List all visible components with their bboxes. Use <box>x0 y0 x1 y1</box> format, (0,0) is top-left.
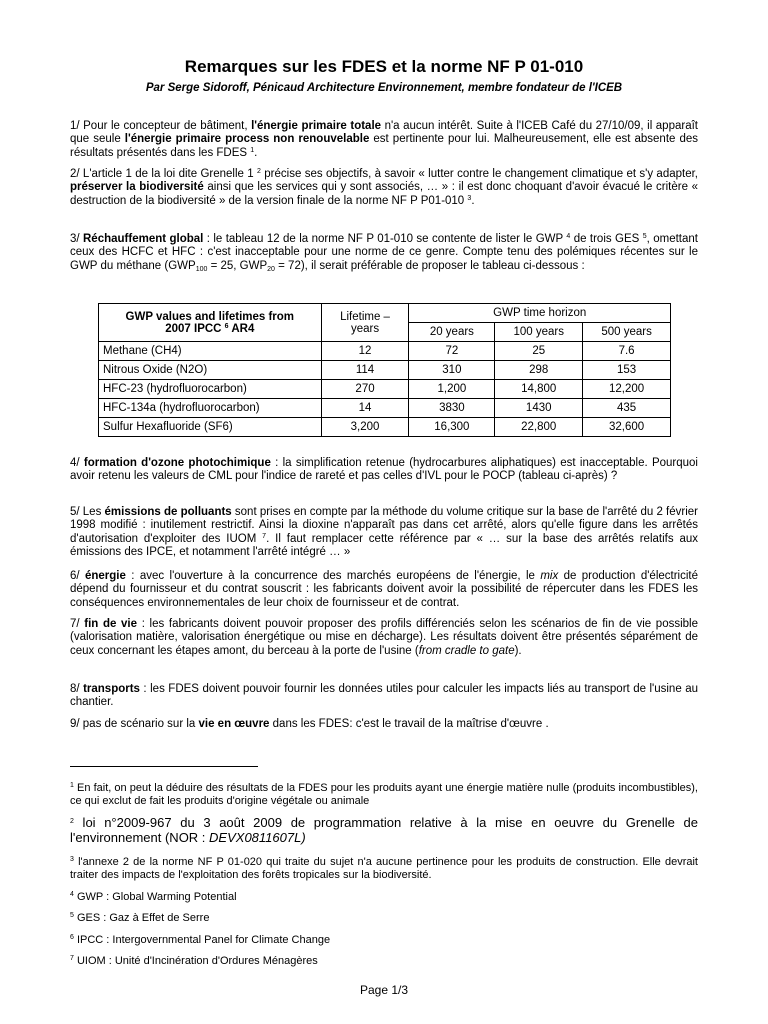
page-number: Page 1/3 <box>359 983 409 997</box>
author-line: Par Serge Sidoroff, Pénicaud Architecture Environnement, membre fondateur de l'ICEB <box>145 82 623 94</box>
table-row: HFC-134a (hydrofluorocarbon) 14 3830 1430 435 <box>99 399 671 418</box>
footnote-ref-2[interactable]: 2 <box>257 168 261 175</box>
paragraph-3: 3/ Réchauffement global : le tableau 12 de la norme NF P 01-010 se contente de lister le GWP $^4$ de trois GES $^5$, omettant ceux des HCFC et HFC : c'est inacceptable pour une norme de ce genre. Compte tenu des polémiques récentes sur le GWP du méthane ($GWP_{100} = 25$, $GWP_{20} = 72$), il serait préférable de proposer le tableau ci-dessous : <box>70 233 698 273</box>
header-20-years: 20 years <box>409 323 495 342</box>
gwp-table <box>98 303 671 437</box>
paragraph-1: 1/ Pour le concepteur de bâtiment, l'énergie primaire totale n'a aucun intérêt. Suite à l'ICEB Café du 27/10/09, il apparaît que seule l'énergie primaire process non renouvelable est pertinente pour lui. Malheureusement, elle est absente des résultats présentés dans les FDES $^1$. <box>70 120 699 159</box>
footnote-1: $^1$ En fait, on peut la déduire des résultats de la FDES pour les produits ayant une énergie matière nulle (produits incombustibles), ce qui exclut de fait les produits d'origine végétale ou animale <box>70 782 698 807</box>
footnote-ref-1[interactable]: 1 <box>250 146 255 154</box>
footnote-5: $^5$ GES : Gaz à Effet de Serre <box>70 912 210 924</box>
paragraph-4: 4/ formation d'ozone photochimique : la simplification retenue (hydrocarbures aliphatiques) est inacceptable. Pourquoi avoir retenu les valeurs de CML pour l'indice de rareté et pas celles d'IVL pour le POCP (tableau ci-après) ? <box>70 457 698 483</box>
footnote-ref-3[interactable]: 3 <box>467 194 472 202</box>
table-row: Sulfur Hexafluoride (SF6) 3,200 16,300 22,800 32,600 <box>99 418 671 437</box>
header-500-years: 500 years <box>583 323 671 342</box>
paragraph-9: 9/ pas de scénario sur la vie en œuvre dans les FDES: c'est le travail de la maîtrise d'œuvre . <box>70 718 549 730</box>
footnote-ref-4[interactable]: 4 <box>566 233 571 240</box>
footnote-7: $^7$ UIOM : Unité d'Incinération d'Ordures Ménagères <box>70 955 318 967</box>
paragraph-7: 7/ fin de vie : les fabricants doivent pouvoir proposer des profils différenciés selon les scénarios de fin de vie possible (valorisation matière, valorisation énergétique ou mise en décharge). Les résultats doivent être présentés séparément de ceux concernant les étapes amont, du berceau à la porte de l'usine (from cradle to gate). <box>70 618 698 657</box>
footnote-3: $^3$ l'annexe 2 de la norme NF P 01-020 qui traite du sujet n'a aucune pertinence pour les produits de construction. Elle devrait traiter des impacts de l'exploitation des forêts tropicales sur la biodiversité. <box>70 856 698 881</box>
footnote-divider <box>70 766 258 767</box>
footnote-ref-5[interactable]: 5 <box>642 233 647 240</box>
footnote-ref-7[interactable]: 7 <box>262 532 267 540</box>
table-row: HFC-23 (hydrofluorocarbon) 270 1,200 14,800 12,200 <box>99 380 671 399</box>
table-row: Methane (CH4) 12 72 25 7.6 <box>99 342 671 361</box>
table-header-row <box>99 304 671 323</box>
footnote-6: $^6$ IPCC : Intergovernmental Panel for Climate Change <box>70 934 331 946</box>
table-row: Nitrous Oxide (N2O) 114 310 298 153 <box>99 361 671 380</box>
footnote-2: $^2$ loi n°2009-967 du 3 août 2009 de programmation relative à la mise en oeuvre du Grenelle de l'environnement (NOR : DEVX0811607L) <box>70 815 698 845</box>
header-gwp-values: GWP values and lifetimes from 2007 IPCC $^6$ AR4 <box>99 304 322 342</box>
header-gwp-horizon: GWP time horizon <box>409 304 671 323</box>
paragraph-2: 2/ L'article 1 de la loi dite Grenelle 1 $^2$ précise ses objectifs, à savoir « lutter contre le changement climatique et s'y adapter, préserver la biodiversité ainsi que les services qui y sont associés, … » : il est donc choquant d'avoir évacué le critère « destruction de la biodiversité » de la version finale de la norme NF P P01-010 $^3$. <box>70 168 698 207</box>
paragraph-6: 6/ énergie : avec l'ouverture à la concurrence des marchés européens de l'énergie, le mix de production d'électricité dépend du fournisseur et du contrat souscrit : les fabricants doivent avoir la possibilité de répercuter dans les FDES les conséquences environnementales de leur choix de fournisseur et de contrat. <box>70 570 698 609</box>
header-lifetime: Lifetime – years <box>321 304 409 342</box>
paragraph-5: 5/ Les émissions de polluants sont prises en compte par la méthode du volume critique sur la base de l'arrêté du 2 février 1998 modifié : inutilement restrictif. Ainsi la dioxine n'apparaît pas dans cet arrêté, alors qu'elle figure dans les arrêtés d'autorisation d'exploiter des IUOM $^7$. Il faut remplacer cette référence par « … sur la base des arrêtés relatifs aux émissions des IPCE, et notamment l'arrêté intégré … » <box>70 506 698 559</box>
footnote-4: $^4$ GWP : Global Warming Potential <box>70 891 237 903</box>
paragraph-8: 8/ transports : les FDES doivent pouvoir fournir les données utiles pour calculer les impacts liés au transport de l'usine au chantier. <box>70 683 698 709</box>
header-100-years: 100 years <box>495 323 583 342</box>
page-title: Remarques sur les FDES et la norme NF P 01-010 <box>184 57 584 76</box>
